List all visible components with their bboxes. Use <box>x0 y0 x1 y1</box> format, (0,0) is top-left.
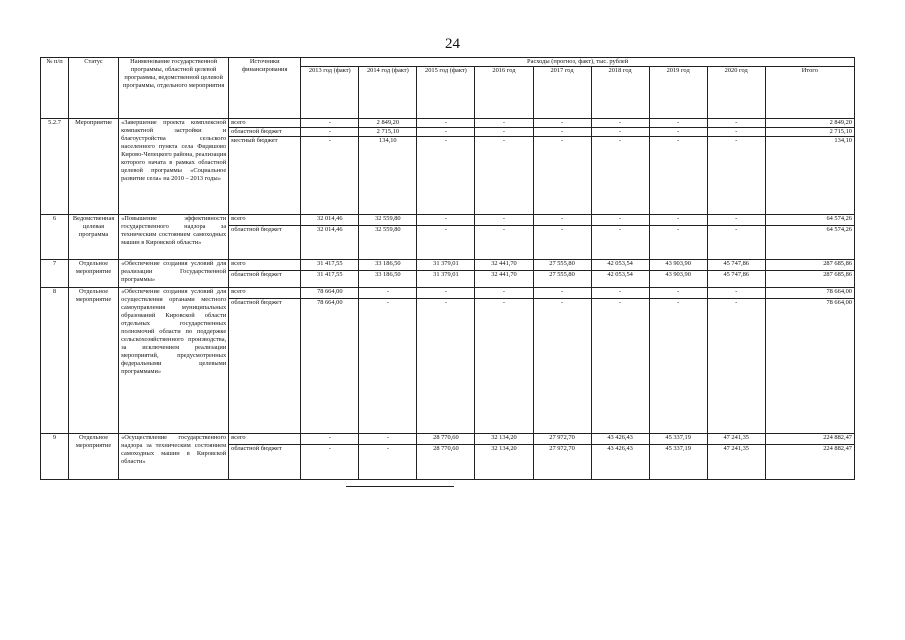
cell-value: 45 337,19 <box>649 445 707 480</box>
cell-value: - <box>591 137 649 215</box>
cell-total: 64 574,26 <box>765 215 854 226</box>
row-source: областной бюджет <box>229 128 301 137</box>
header-year: 2014 год (факт) <box>359 67 417 119</box>
cell-value: - <box>591 226 649 260</box>
header-total: Итого <box>765 67 854 119</box>
cell-value: - <box>591 215 649 226</box>
cell-value: - <box>417 215 475 226</box>
page-number: 24 <box>445 36 460 52</box>
header-status: Статус <box>69 58 119 119</box>
cell-value: - <box>417 137 475 215</box>
cell-value: 43 903,90 <box>649 260 707 271</box>
cell-value: - <box>707 119 765 128</box>
cell-value: - <box>417 128 475 137</box>
cell-total: 224 882,47 <box>765 434 854 445</box>
cell-value: 45 747,86 <box>707 271 765 288</box>
table-row <box>41 260 855 271</box>
cell-value: - <box>475 299 533 434</box>
cell-value: 43 426,43 <box>591 445 649 480</box>
table-row <box>41 215 855 226</box>
cell-value: - <box>649 288 707 299</box>
cell-value: 43 903,90 <box>649 271 707 288</box>
header-name: Наименование государственной программы, областной целевой программы, ведомственной целевой программы, отдельного мероприятия <box>119 58 229 119</box>
cell-total: 78 664,00 <box>765 299 854 434</box>
cell-value: - <box>649 215 707 226</box>
cell-value: - <box>649 119 707 128</box>
row-status: Отдельное мероприятие <box>69 434 119 480</box>
header-expenses: Расходы (прогноз, факт), тыс. рублей <box>301 58 855 67</box>
cell-value: - <box>533 137 591 215</box>
row-num: 6 <box>41 215 69 260</box>
cell-value: 32 134,20 <box>475 445 533 480</box>
header-year: 2018 год <box>591 67 649 119</box>
cell-value: - <box>359 288 417 299</box>
cell-total: 2 715,10 <box>765 128 854 137</box>
cell-value: 32 134,20 <box>475 434 533 445</box>
cell-value: - <box>591 128 649 137</box>
cell-value: - <box>475 288 533 299</box>
cell-value: - <box>533 128 591 137</box>
cell-value: 47 241,35 <box>707 434 765 445</box>
cell-value: - <box>359 434 417 445</box>
cell-total: 78 664,00 <box>765 288 854 299</box>
cell-value: - <box>591 288 649 299</box>
row-num: 9 <box>41 434 69 480</box>
cell-value: - <box>301 128 359 137</box>
cell-total: 224 882,47 <box>765 445 854 480</box>
row-num: 7 <box>41 260 69 288</box>
cell-value: - <box>591 119 649 128</box>
cell-value: 27 555,80 <box>533 271 591 288</box>
cell-value: - <box>475 215 533 226</box>
cell-value: - <box>417 288 475 299</box>
cell-value: - <box>533 215 591 226</box>
cell-value: - <box>475 119 533 128</box>
cell-value: - <box>475 137 533 215</box>
cell-value: 31 417,55 <box>301 260 359 271</box>
row-source: всего <box>229 215 301 226</box>
cell-value: 33 186,50 <box>359 271 417 288</box>
cell-value: - <box>417 226 475 260</box>
cell-value: - <box>359 445 417 480</box>
cell-value: 47 241,35 <box>707 445 765 480</box>
row-name: «Осуществление государственного надзора за техническим состоянием самоходных машин в Кировской области» <box>119 434 229 480</box>
header-year: 2017 год <box>533 67 591 119</box>
cell-value: 28 770,60 <box>417 445 475 480</box>
cell-value: - <box>417 299 475 434</box>
cell-total: 287 685,86 <box>765 271 854 288</box>
cell-total: 134,10 <box>765 137 854 215</box>
cell-value: 27 972,70 <box>533 445 591 480</box>
table-body <box>41 119 855 480</box>
cell-value: - <box>707 226 765 260</box>
cell-value: - <box>359 299 417 434</box>
cell-value: 32 441,70 <box>475 260 533 271</box>
cell-total: 287 685,86 <box>765 260 854 271</box>
header-year: 2015 год (факт) <box>417 67 475 119</box>
cell-value: - <box>707 128 765 137</box>
row-num: 8 <box>41 288 69 434</box>
budget-table <box>40 57 855 480</box>
cell-value: 32 559,80 <box>359 215 417 226</box>
cell-value: 45 747,86 <box>707 260 765 271</box>
header-year: 2020 год <box>707 67 765 119</box>
cell-value: - <box>649 226 707 260</box>
row-source: местный бюджет <box>229 137 301 215</box>
cell-value: - <box>475 128 533 137</box>
row-source: всего <box>229 434 301 445</box>
cell-value: 32 014,46 <box>301 215 359 226</box>
row-name: «Обеспечение создания условий для реализации Государственной программы» <box>119 260 229 288</box>
cell-value: 134,10 <box>359 137 417 215</box>
cell-value: - <box>707 288 765 299</box>
cell-value: - <box>301 119 359 128</box>
cell-value: - <box>533 119 591 128</box>
cell-value: - <box>533 226 591 260</box>
cell-value: 42 053,54 <box>591 260 649 271</box>
table-row <box>41 119 855 128</box>
cell-value: 27 972,70 <box>533 434 591 445</box>
header-num: № п/п <box>41 58 69 119</box>
row-name: «Завершение проекта комплексной компактной застройки и благоустройства сельского населенного пункта села Фидяшово Кирово-Чепецкого района, реализация которого начата в рамках областной целевой программы «Социальное развитие села» на 2010 – 2013 годы» <box>119 119 229 215</box>
header-year: 2013 год (факт) <box>301 67 359 119</box>
cell-value: - <box>301 445 359 480</box>
cell-value: 43 426,43 <box>591 434 649 445</box>
cell-value: - <box>591 299 649 434</box>
cell-value: 2 715,10 <box>359 128 417 137</box>
cell-value: 45 337,19 <box>649 434 707 445</box>
row-status: Мероприятие <box>69 119 119 215</box>
row-source: всего <box>229 288 301 299</box>
cell-value: - <box>649 299 707 434</box>
header-source: Источники финансирования <box>229 58 301 119</box>
row-status: Отдельное мероприятие <box>69 288 119 434</box>
cell-value: 2 849,20 <box>359 119 417 128</box>
row-num: 5.2.7 <box>41 119 69 215</box>
row-source: областной бюджет <box>229 271 301 288</box>
cell-value: 31 417,55 <box>301 271 359 288</box>
cell-value: 28 770,60 <box>417 434 475 445</box>
cell-value: - <box>707 299 765 434</box>
row-source: областной бюджет <box>229 226 301 260</box>
cell-value: 42 053,54 <box>591 271 649 288</box>
cell-value: 78 664,00 <box>301 288 359 299</box>
cell-value: 27 555,80 <box>533 260 591 271</box>
cell-value: - <box>649 137 707 215</box>
cell-value: - <box>301 137 359 215</box>
cell-value: 32 559,80 <box>359 226 417 260</box>
table-row <box>41 434 855 445</box>
table-header <box>41 58 855 119</box>
cell-value: - <box>707 215 765 226</box>
cell-value: 33 186,50 <box>359 260 417 271</box>
row-status: Ведомственная целевая программа <box>69 215 119 260</box>
row-source: областной бюджет <box>229 445 301 480</box>
row-name: «Обеспечение создания условий для осуществления органами местного самоуправления муниципальных образований Кировской области отдельных государственных полномочий области по поддержке сельскохозяйственного производства, за исключением реализации мероприятий, предусмотренных федеральными целевыми программами» <box>119 288 229 434</box>
row-status: Отдельное мероприятие <box>69 260 119 288</box>
cell-value: - <box>417 119 475 128</box>
cell-value: 31 379,01 <box>417 260 475 271</box>
cell-value: - <box>649 128 707 137</box>
table-row <box>41 288 855 299</box>
cell-value: - <box>301 434 359 445</box>
header-year: 2016 год <box>475 67 533 119</box>
cell-value: - <box>533 299 591 434</box>
cell-value: 78 664,00 <box>301 299 359 434</box>
cell-value: 32 441,70 <box>475 271 533 288</box>
cell-value: - <box>707 137 765 215</box>
row-name: «Повышение эффективности государственного надзора за техническим состоянием самоходных машин в Кировской области» <box>119 215 229 260</box>
separator-line <box>346 486 454 487</box>
cell-total: 2 849,20 <box>765 119 854 128</box>
cell-value: - <box>475 226 533 260</box>
cell-total: 64 574,26 <box>765 226 854 260</box>
cell-value: 31 379,01 <box>417 271 475 288</box>
cell-value: 32 014,46 <box>301 226 359 260</box>
row-source: всего <box>229 119 301 128</box>
row-source: областной бюджет <box>229 299 301 434</box>
cell-value: - <box>533 288 591 299</box>
header-year: 2019 год <box>649 67 707 119</box>
row-source: всего <box>229 260 301 271</box>
